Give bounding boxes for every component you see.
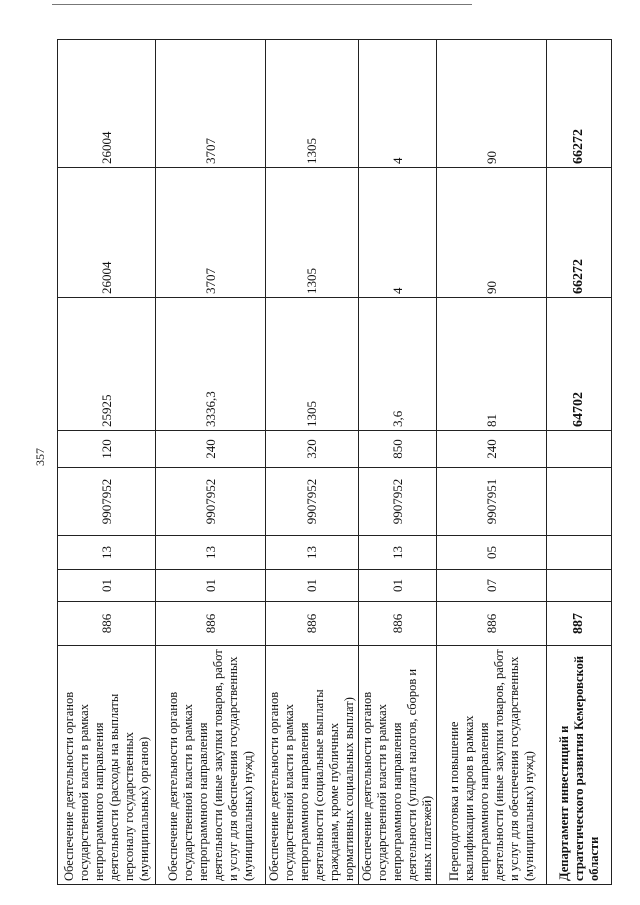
section-code: 01 xyxy=(359,570,437,602)
value-2: 26004 xyxy=(58,168,156,298)
value-2: 90 xyxy=(437,168,547,298)
value-3: 1305 xyxy=(266,40,359,168)
subsection-code: 13 xyxy=(156,536,266,570)
table-row xyxy=(58,40,156,885)
value-1: 81 xyxy=(437,298,547,431)
target-code xyxy=(547,468,612,536)
value-3: 66272 xyxy=(547,40,612,168)
expense-type-code xyxy=(547,431,612,468)
target-code: 9907952 xyxy=(58,468,156,536)
section-code: 07 xyxy=(437,570,547,602)
subsection-code xyxy=(547,536,612,570)
value-2: 1305 xyxy=(266,168,359,298)
ministry-code: 886 xyxy=(359,602,437,646)
value-1: 1305 xyxy=(266,298,359,431)
subsection-code: 13 xyxy=(266,536,359,570)
subsection-code: 13 xyxy=(359,536,437,570)
section-code xyxy=(547,570,612,602)
row-name: Обеспечение деятельности органов государственной власти в рамках непрограммного направления деятельности (иные закупки товаров, работ и услуг для обеспечения государственных (муниципальных) нужд) xyxy=(156,646,266,885)
row-name: Обеспечение деятельности органов государственной власти в рамках непрограммного направления деятельности (расходы на выплаты персоналу государственных (муниципальных) органов) xyxy=(58,646,156,885)
ministry-code: 886 xyxy=(266,602,359,646)
ministry-code: 887 xyxy=(547,602,612,646)
budget-sheet xyxy=(57,40,602,885)
ministry-code: 886 xyxy=(58,602,156,646)
row-name: Обеспечение деятельности органов государственной власти в рамках непрограммного направления деятельности (социальные выплаты гражданам, кроме публичных нормативных социальных выплат) xyxy=(266,646,359,885)
table-row xyxy=(156,40,266,885)
table-row xyxy=(359,40,437,885)
table-row-total xyxy=(547,40,612,885)
value-3: 90 xyxy=(437,40,547,168)
top-rule xyxy=(52,4,472,5)
ministry-code: 886 xyxy=(437,602,547,646)
expense-type-code: 120 xyxy=(58,431,156,468)
subsection-code: 13 xyxy=(58,536,156,570)
value-3: 26004 xyxy=(58,40,156,168)
expense-type-code: 850 xyxy=(359,431,437,468)
row-name: Переподготовка и повышение квалификации кадров в рамках непрограммного направления деятельности (иные закупки товаров, работ и услуг для обеспечения государственных (муниципальных) нужд) xyxy=(437,646,547,885)
section-code: 01 xyxy=(266,570,359,602)
section-code: 01 xyxy=(58,570,156,602)
expense-type-code: 240 xyxy=(156,431,266,468)
value-3: 4 xyxy=(359,40,437,168)
value-1: 3,6 xyxy=(359,298,437,431)
value-1: 25925 xyxy=(58,298,156,431)
ministry-code: 886 xyxy=(156,602,266,646)
section-code: 01 xyxy=(156,570,266,602)
page-number: 357 xyxy=(33,448,47,466)
target-code: 9907952 xyxy=(359,468,437,536)
value-2: 3707 xyxy=(156,168,266,298)
target-code: 9907951 xyxy=(437,468,547,536)
target-code: 9907952 xyxy=(156,468,266,536)
expense-type-code: 240 xyxy=(437,431,547,468)
subsection-code: 05 xyxy=(437,536,547,570)
table-row xyxy=(437,40,547,885)
expense-type-code: 320 xyxy=(266,431,359,468)
row-name: Департамент инвестиций и стратегического развития Кемеровской области xyxy=(547,646,612,885)
row-name: Обеспечение деятельности органов государственной власти в рамках непрограммного направления деятельности (уплата налогов, сборов и иных платежей) xyxy=(359,646,437,885)
value-2: 4 xyxy=(359,168,437,298)
budget-table xyxy=(57,39,612,885)
value-2: 66272 xyxy=(547,168,612,298)
value-3: 3707 xyxy=(156,40,266,168)
value-1: 64702 xyxy=(547,298,612,431)
value-1: 3336,3 xyxy=(156,298,266,431)
target-code: 9907952 xyxy=(266,468,359,536)
rotated-table-wrapper xyxy=(57,40,602,885)
table-row xyxy=(266,40,359,885)
